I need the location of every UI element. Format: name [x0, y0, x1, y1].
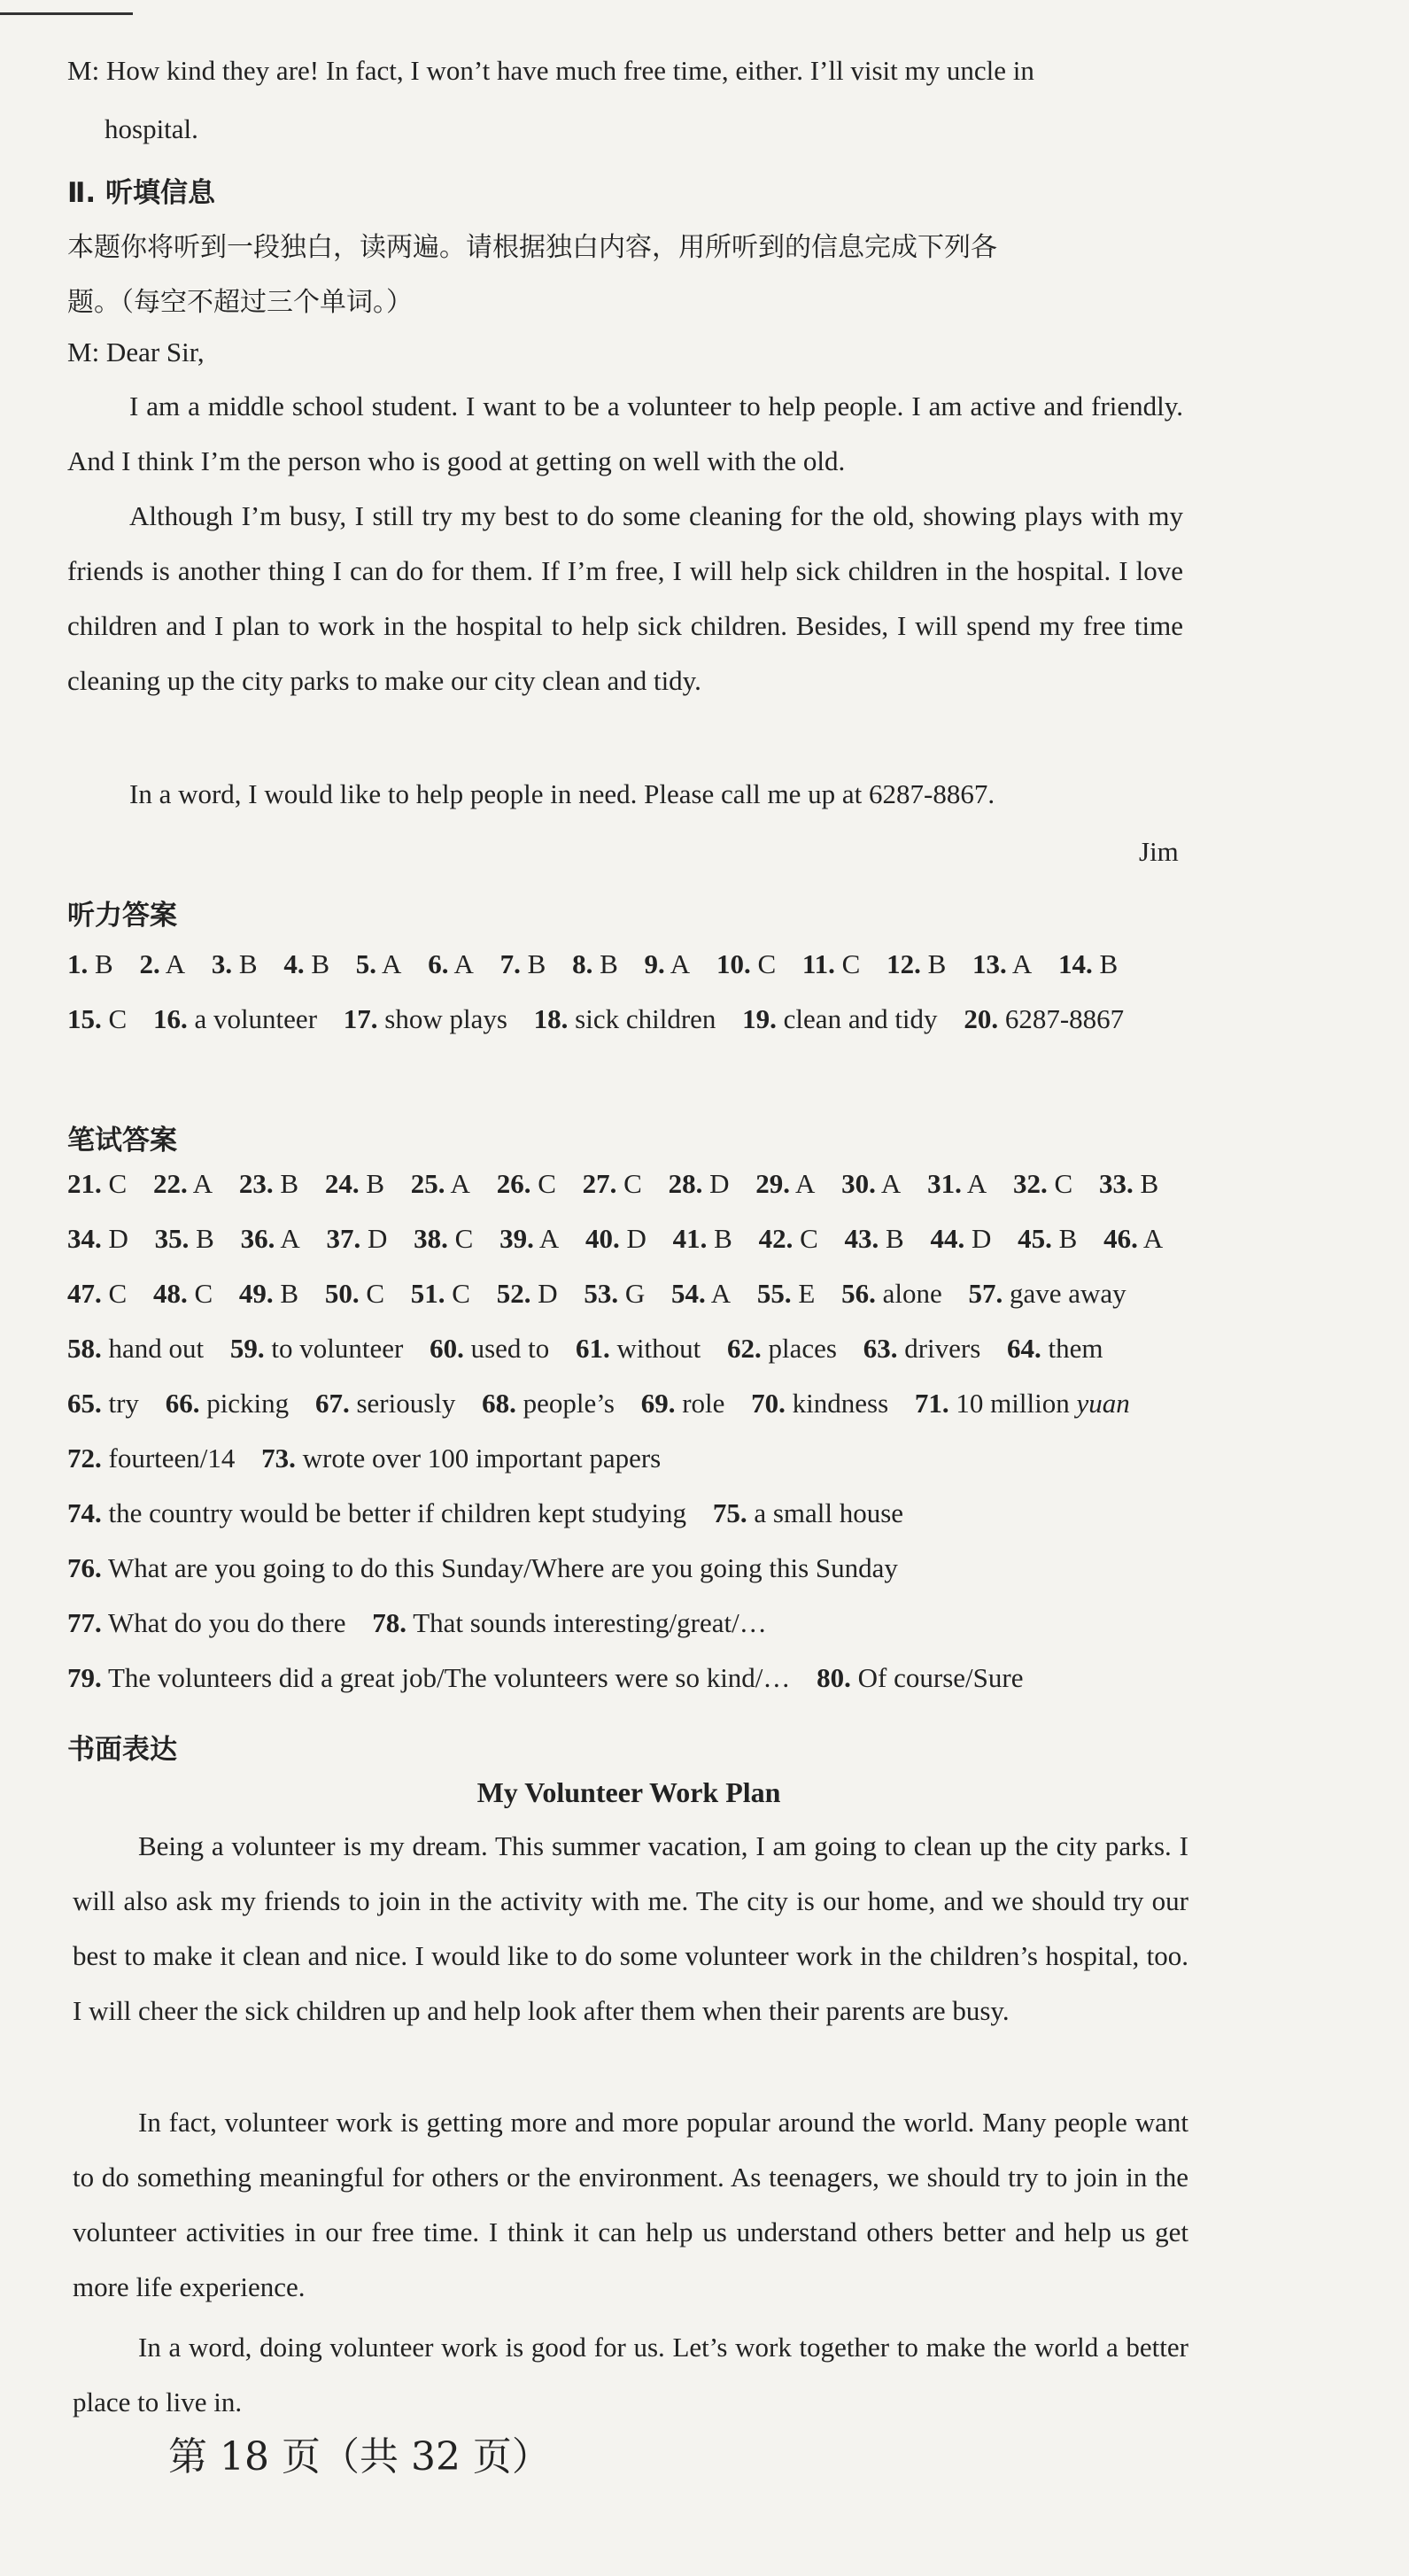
answer-text: A [664, 948, 691, 979]
answer-text: B [1092, 948, 1119, 979]
answer-text: D [101, 1223, 128, 1254]
answer-item [499, 1211, 559, 1266]
question-number: 22. [152, 1168, 188, 1199]
answer-item [972, 937, 1032, 992]
answer-text: A [187, 1168, 213, 1199]
question-number: 9. [644, 948, 665, 979]
question-number: 27. [582, 1168, 617, 1199]
question-number: 19. [742, 1003, 777, 1034]
answer-item [67, 1211, 128, 1266]
answer-text: fourteen/14 [101, 1443, 236, 1474]
written-answer-list [67, 1156, 1192, 1706]
answer-item [261, 1431, 661, 1486]
answer-item [67, 1651, 790, 1706]
answer-text: What do you do there [101, 1607, 346, 1638]
answer-text: B [879, 1223, 904, 1254]
answer-item [239, 1156, 298, 1211]
answer-item [930, 1211, 991, 1266]
answer-item [964, 992, 1124, 1047]
answer-item [430, 1321, 549, 1376]
answer-text: alone [875, 1278, 942, 1309]
question-number: 39. [499, 1223, 534, 1254]
question-number: 40. [585, 1223, 620, 1254]
answer-text: C [359, 1278, 384, 1309]
question-number: 51. [410, 1278, 445, 1309]
answer-text: A [445, 1168, 470, 1199]
monologue-paragraph: I am a middle school student. I want to be a volunteer to help people. I am active and friendly. And I think I’m the person who is good at getting on well with the old. [67, 391, 1183, 476]
answer-item [414, 1211, 473, 1266]
answer-text: A [448, 948, 474, 979]
answer-text: C [616, 1168, 642, 1199]
answer-text: to volunteer [264, 1333, 404, 1364]
answer-text: B [359, 1168, 384, 1199]
answer-text: drivers [897, 1333, 981, 1364]
answer-item [212, 937, 258, 992]
answer-text: seriously [349, 1388, 456, 1419]
question-number: 5. [355, 948, 376, 979]
question-number: 11. [801, 948, 835, 979]
written-answers-heading: 笔试答案 [67, 1125, 177, 1156]
answer-item [1058, 937, 1118, 992]
answer-item [67, 1376, 139, 1431]
answer-item [1103, 1211, 1163, 1266]
answer-text: picking [199, 1388, 290, 1419]
answer-item [283, 937, 329, 992]
question-number: 2. [139, 948, 160, 979]
question-number: 17. [343, 1003, 378, 1034]
answer-text: A [159, 948, 186, 979]
answer-item [67, 937, 113, 992]
answer-item [67, 1541, 898, 1596]
answer-item [67, 1596, 346, 1651]
answer-text: wrote over 100 important papers [295, 1443, 662, 1474]
answer-item [500, 937, 546, 992]
answer-item [755, 1156, 815, 1211]
question-number: 16. [152, 1003, 188, 1034]
listening-answer-list [67, 937, 1192, 1047]
writing-heading: 书面表达 [67, 1734, 177, 1766]
question-number: 15. [67, 1003, 102, 1034]
answer-text: What are you going to do this Sunday/Where are you going this Sunday [101, 1552, 898, 1583]
question-number: 42. [758, 1223, 794, 1254]
answer-text: used to [463, 1333, 550, 1364]
question-number: 64. [1007, 1333, 1041, 1364]
essay-paragraph: In fact, volunteer work is getting more and more popular around the world. Many people want to do something meaningful for others or the environment. As teenagers, we should try to join in the volunteer activities in our free time. I think it can help us understand others better and help us get more life experience. [73, 2107, 1188, 2302]
question-number: 72. [67, 1443, 102, 1474]
essay-paragraph: In a word, doing volunteer work is good for us. Let’s work together to make the world a better place to live in. [73, 2332, 1188, 2417]
listening-answers-heading: 听力答案 [67, 900, 177, 932]
answer-item [915, 1376, 1130, 1431]
question-number: 77. [67, 1607, 102, 1638]
answer-item [641, 1376, 725, 1431]
question-number: 58. [67, 1333, 102, 1364]
question-number: 20. [964, 1003, 999, 1034]
question-number: 76. [67, 1552, 102, 1583]
answer-item [411, 1156, 470, 1211]
answer-item [372, 1596, 766, 1651]
question-number: 26. [496, 1168, 531, 1199]
answer-item [817, 1651, 1023, 1706]
question-number: 79. [67, 1662, 102, 1693]
answer-item [1013, 1156, 1072, 1211]
question-number: 4. [283, 948, 305, 979]
question-number: 3. [211, 948, 233, 979]
answer-text: try [101, 1388, 139, 1419]
answer-text: B [88, 948, 113, 979]
essay-paragraph: Being a volunteer is my dream. This summer vacation, I am going to clean up the city parks. I will also ask my friends to join in the activity with me. The city is our home, and we should try our best to make it clean and nice. I would like to do some volunteer work in the children’s hospital, too. I will cheer the sick children up and help look after them when their parents are busy. [73, 1830, 1188, 2026]
answer-item [727, 1321, 837, 1376]
answer-item [139, 937, 185, 992]
answer-item [153, 992, 317, 1047]
answer-text: B [707, 1223, 732, 1254]
question-number: 78. [372, 1607, 407, 1638]
answer-text: B [189, 1223, 214, 1254]
answer-text: B [232, 948, 258, 979]
question-number: 38. [414, 1223, 448, 1254]
answer-item [230, 1321, 403, 1376]
question-number: 30. [841, 1168, 876, 1199]
answer-item [584, 1266, 645, 1321]
answer-text: B [273, 1278, 299, 1309]
question-number: 25. [410, 1168, 445, 1199]
answer-text: That sounds interesting/great/… [406, 1607, 767, 1638]
answer-item [67, 1486, 686, 1541]
answer-text: people’s [515, 1388, 615, 1419]
answer-item [1018, 1211, 1077, 1266]
answer-item [576, 1321, 701, 1376]
answer-text: D [702, 1168, 730, 1199]
answer-item [669, 1156, 730, 1211]
answer-item [497, 1266, 558, 1321]
top-rule [0, 12, 133, 15]
answer-item [428, 937, 474, 992]
answer-text: Of course/Sure [850, 1662, 1024, 1693]
question-number: 45. [1018, 1223, 1052, 1254]
answer-text: C [101, 1168, 128, 1199]
salutation: M: Dear Sir, [67, 337, 205, 367]
answer-text: C [530, 1168, 556, 1199]
question-number: 62. [726, 1333, 762, 1364]
answer-item [67, 1266, 127, 1321]
answer-text: C [447, 1223, 474, 1254]
answer-item [325, 1156, 384, 1211]
answer-item [153, 1156, 213, 1211]
answer-text: A [376, 948, 402, 979]
question-number: 34. [67, 1223, 102, 1254]
question-number: 37. [326, 1223, 361, 1254]
answer-text: 6287-8867 [998, 1003, 1125, 1034]
answer-item [585, 1211, 646, 1266]
answer-text: A [875, 1168, 902, 1199]
question-number: 55. [756, 1278, 792, 1309]
question-number: 36. [240, 1223, 275, 1254]
question-number: 68. [482, 1388, 516, 1419]
page-number: 第 18 页（共 32 页） [168, 2434, 551, 2479]
answer-text: D [360, 1223, 388, 1254]
answer-unit: yuan [1069, 1388, 1130, 1419]
question-number: 50. [324, 1278, 360, 1309]
question-number: 41. [672, 1223, 708, 1254]
question-number: 7. [499, 948, 521, 979]
answer-item [845, 1211, 904, 1266]
answer-item [497, 1156, 556, 1211]
question-number: 12. [886, 948, 921, 979]
question-number: 74. [67, 1497, 102, 1528]
answer-text: C [101, 1003, 128, 1034]
question-number: 13. [972, 948, 1007, 979]
instruction-line: 题。（每空不超过三个单词。） [67, 287, 413, 318]
answer-text: A [1006, 948, 1033, 979]
answer-text: them [1041, 1333, 1103, 1364]
answer-text: A [789, 1168, 816, 1199]
answer-item [583, 1156, 642, 1211]
answer-text: clean and tidy [776, 1003, 938, 1034]
answer-text: A [961, 1168, 987, 1199]
question-number: 48. [152, 1278, 188, 1309]
answer-text: places [761, 1333, 837, 1364]
answer-text: B [1051, 1223, 1078, 1254]
question-number: 57. [968, 1278, 1003, 1309]
answer-text: B [920, 948, 947, 979]
answer-item [67, 1321, 204, 1376]
monologue-paragraph: Although I’m busy, I still try my best to do some cleaning for the old, showing plays with my friends is another thing I can do for them. If I’m free, I will help sick children in the hospital. I love children and I plan to work in the hospital to help sick children. Besides, I will spend my free time cleaning up the city parks to make our city clean and tidy. [67, 500, 1183, 696]
answer-text: kindness [785, 1388, 889, 1419]
answer-text: 10 million [948, 1388, 1070, 1419]
answer-item [671, 1266, 731, 1321]
answer-text: D [964, 1223, 992, 1254]
question-number: 33. [1098, 1168, 1134, 1199]
question-number: 60. [430, 1333, 464, 1364]
answer-item [1099, 1156, 1158, 1211]
essay-title: My Volunteer Work Plan [476, 1776, 781, 1808]
answer-item [742, 992, 937, 1047]
answer-item [802, 937, 860, 992]
question-number: 47. [67, 1278, 102, 1309]
answer-item [241, 1211, 300, 1266]
answer-text: without [609, 1333, 701, 1364]
answer-text: C [445, 1278, 470, 1309]
answer-item [841, 1156, 901, 1211]
answer-text: D [530, 1278, 558, 1309]
answer-item [155, 1211, 214, 1266]
question-number: 80. [817, 1662, 851, 1693]
answer-item [344, 992, 507, 1047]
question-number: 69. [640, 1388, 676, 1419]
answer-text: B [304, 948, 329, 979]
answer-item [325, 1266, 384, 1321]
script-line: M: How kind they are! In fact, I won’t have much free time, either. I’ll visit my uncle in [67, 55, 1034, 86]
answer-text: A [1137, 1223, 1164, 1254]
answer-text: G [618, 1278, 646, 1309]
answer-text: C [750, 948, 777, 979]
answer-item [411, 1266, 470, 1321]
answer-text: B [273, 1168, 299, 1199]
question-number: 31. [927, 1168, 962, 1199]
answer-text: B [520, 948, 546, 979]
answer-item [841, 1266, 942, 1321]
answer-text: C [101, 1278, 128, 1309]
answer-item [927, 1156, 987, 1211]
question-number: 10. [716, 948, 751, 979]
answer-item [716, 937, 776, 992]
question-number: 29. [755, 1168, 790, 1199]
answer-item [673, 1211, 732, 1266]
question-number: 70. [751, 1388, 786, 1419]
answer-text: a volunteer [187, 1003, 318, 1034]
answer-item [153, 1266, 213, 1321]
answer-text: B [592, 948, 618, 979]
question-number: 67. [314, 1388, 350, 1419]
question-number: 21. [67, 1168, 102, 1199]
question-number: 46. [1103, 1223, 1138, 1254]
answer-item [1007, 1321, 1103, 1376]
answer-item [356, 937, 402, 992]
question-number: 6. [428, 948, 449, 979]
question-number: 1. [67, 948, 89, 979]
question-number: 56. [841, 1278, 876, 1309]
answer-item [713, 1486, 903, 1541]
answer-text: C [1047, 1168, 1073, 1199]
question-number: 65. [67, 1388, 102, 1419]
question-number: 23. [238, 1168, 274, 1199]
question-number: 49. [238, 1278, 274, 1309]
answer-text: the country would be better if children kept studying [101, 1497, 687, 1528]
answer-text: role [675, 1388, 725, 1419]
question-number: 66. [165, 1388, 200, 1419]
answer-text: C [793, 1223, 818, 1254]
answer-item [67, 1156, 127, 1211]
answer-text: a small house [747, 1497, 904, 1528]
answer-item [751, 1376, 888, 1431]
answer-text: E [791, 1278, 816, 1309]
answer-text: B [1133, 1168, 1159, 1199]
answer-item [572, 937, 618, 992]
question-number: 18. [533, 1003, 569, 1034]
question-number: 63. [863, 1333, 898, 1364]
answer-item [757, 1266, 815, 1321]
monologue-paragraph: In a word, I would like to help people in need. Please call me up at 6287-8867. [129, 778, 995, 809]
answer-item [166, 1376, 290, 1431]
answer-item [645, 937, 691, 992]
answer-item [759, 1211, 818, 1266]
question-number: 35. [154, 1223, 190, 1254]
question-number: 28. [668, 1168, 703, 1199]
answer-text: The volunteers did a great job/The volunteers were so kind/… [101, 1662, 791, 1693]
answer-item [968, 1266, 1126, 1321]
answer-text: show plays [377, 1003, 507, 1034]
question-number: 71. [914, 1388, 949, 1419]
answer-item [886, 937, 946, 992]
question-number: 14. [1057, 948, 1093, 979]
script-line: hospital. [105, 113, 198, 144]
answer-item [67, 992, 127, 1047]
answer-text: D [619, 1223, 646, 1254]
question-number: 8. [572, 948, 593, 979]
answer-item [482, 1376, 615, 1431]
question-number: 32. [1013, 1168, 1048, 1199]
question-number: 61. [576, 1333, 610, 1364]
answer-text: hand out [101, 1333, 205, 1364]
answer-text: gave away [1003, 1278, 1126, 1309]
answer-item [863, 1321, 981, 1376]
answer-text: A [705, 1278, 732, 1309]
answer-item [67, 1431, 235, 1486]
question-number: 24. [324, 1168, 360, 1199]
instruction-line: 本题你将听到一段独白，读两遍。请根据独白内容，用所听到的信息完成下列各 [67, 232, 997, 263]
answer-text: C [187, 1278, 213, 1309]
question-number: 73. [261, 1443, 296, 1474]
answer-text: A [275, 1223, 300, 1254]
question-number: 75. [712, 1497, 747, 1528]
answer-text: C [834, 948, 861, 979]
question-number: 54. [670, 1278, 706, 1309]
answer-item [315, 1376, 455, 1431]
answer-item [239, 1266, 298, 1321]
question-number: 43. [844, 1223, 879, 1254]
question-number: 53. [584, 1278, 619, 1309]
answer-text: sick children [568, 1003, 716, 1034]
signature: Jim [1139, 836, 1179, 867]
question-number: 52. [496, 1278, 531, 1309]
answer-item [327, 1211, 388, 1266]
question-number: 44. [930, 1223, 965, 1254]
section-heading: Ⅱ. 听填信息 [67, 177, 215, 209]
answer-item [534, 992, 716, 1047]
question-number: 59. [229, 1333, 265, 1364]
answer-text: A [533, 1223, 560, 1254]
